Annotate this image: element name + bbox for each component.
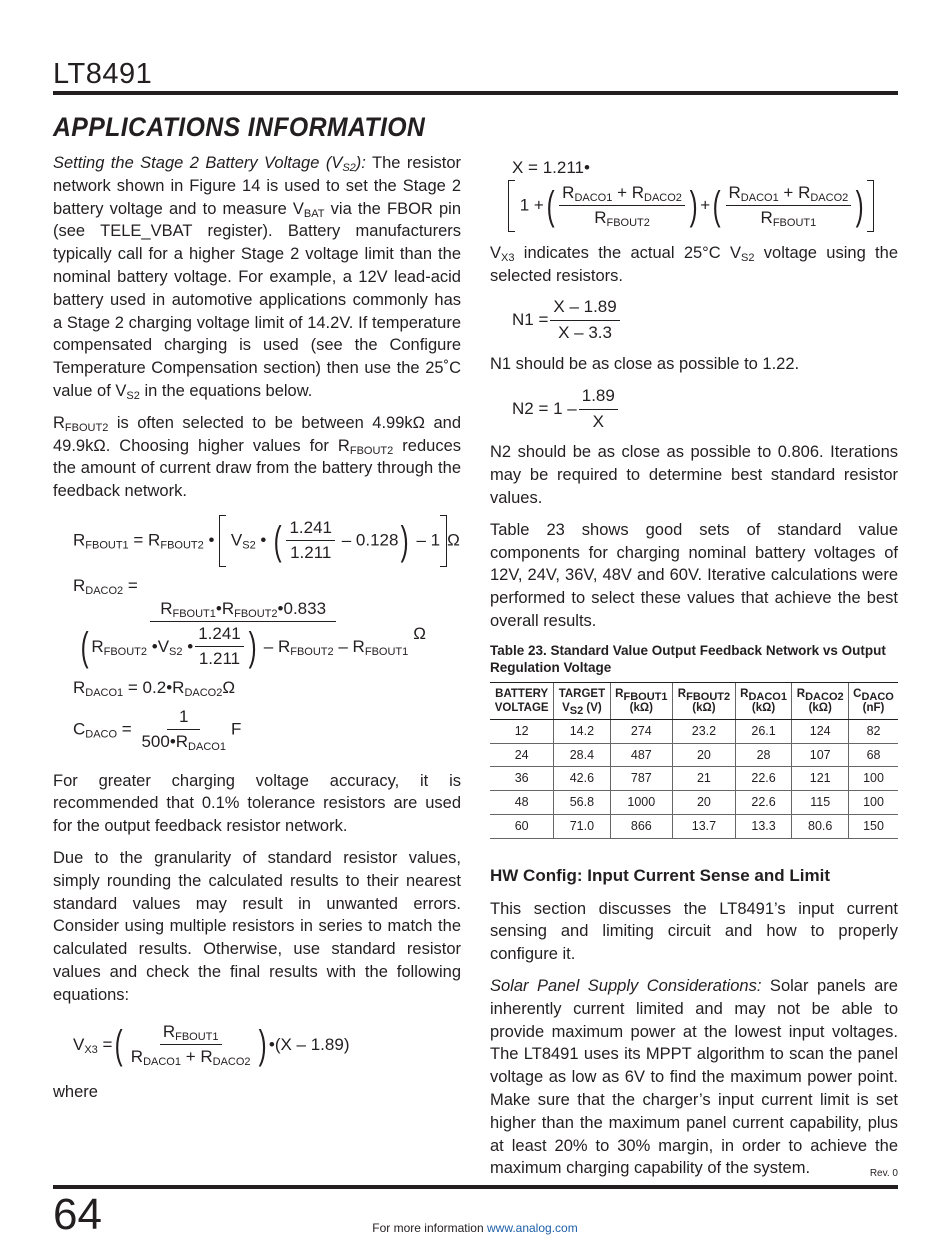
table-cell: 56.8 xyxy=(554,791,610,815)
table-caption: Table 23. Standard Value Output Feedback Network vs Output Regulation Voltage xyxy=(490,642,886,675)
equation-cdaco: $C_{DACO}$ = $\frac{1}{500•R_{DACO1}}$ F xyxy=(73,706,242,753)
stage2-paragraph: Setting the Stage 2 Battery Voltage $(V_{S2})$: The resistor network shown in Figure 14 is used to set the Stage 2 battery voltage and to measure $V_{BAT}$ via the FBOR pin (see TELE_VBAT register). Battery manufacturers typically call for a higher Stage 2 voltage limit than the nominal battery voltage. For example, a 12V lead-acid battery used in automotive applications commonly has a Stage 2 charging voltage limit of 14.2V. If temperature compensated charging is used (see the Configure Temperature Compensation section) then use the 25˚C value of $V_{S2}$ in the equations below. xyxy=(53,154,461,402)
col-target-vs2: TARGET $V_{S2}$ (V) xyxy=(554,682,610,719)
section-title: APPLICATIONS INFORMATION xyxy=(53,112,426,142)
footer-rule xyxy=(53,1185,898,1189)
accuracy-paragraph: For greater charging voltage accuracy, it is recommended that 0.1% tolerance resistors are used for the output feedback resistor network. xyxy=(53,771,461,836)
table-cell: 121 xyxy=(792,767,849,791)
table-cell: 13.3 xyxy=(735,814,792,838)
col-rdaco2: $R_{DACO2}$ (kΩ) xyxy=(792,682,849,719)
table-cell: 20 xyxy=(673,743,736,767)
table-cell: 71.0 xyxy=(554,814,610,838)
table-cell: 80.6 xyxy=(792,814,849,838)
table-row xyxy=(490,814,898,838)
table-cell: 124 xyxy=(792,719,849,743)
table-cell: 42.6 xyxy=(554,767,610,791)
table-row xyxy=(490,719,898,743)
table-cell: 28 xyxy=(735,743,792,767)
part-number: LT8491 xyxy=(53,58,153,90)
table-cell: 107 xyxy=(792,743,849,767)
page-number: 64 xyxy=(53,1190,102,1239)
equation-rfbout1: $R_{FBOUT1} = R_{FBOUT2}$ • $V_{S2}$ • ( $\frac{1.241}{1.211}$ – 0.128) – 1 Ω xyxy=(73,515,461,567)
equation-rdaco1: $R_{DACO1}$ = $0.2•R_{DACO2}\Omega$ xyxy=(73,678,236,700)
solar-panel-paragraph: Solar Panel Supply Considerations: Solar panels are inherently current limited and may not be able to provide maximum power at the lowest input voltages. The LT8491 uses its MPPT algorithm to scan the panel voltage as low as 6V to find the maximum power point. Make sure that the charger’s input current limit is set higher than the maximum panel current capability, plus at least 20% to 30% margin, in order to achieve the maximum charging capability of the system. xyxy=(490,976,898,1178)
table-cell: 150 xyxy=(849,814,898,838)
analog-link[interactable]: www.analog.com xyxy=(486,1221,578,1235)
table-cell: 12 xyxy=(490,719,554,743)
table-cell: 13.7 xyxy=(673,814,736,838)
table23-intro: Table 23 shows good sets of standard value components for charging nominal battery voltages of 12V, 24V, 36V, 48V and 60V. Iterative calculations were performed to select these values that achieve the best overall results. xyxy=(490,520,898,630)
table-header-row xyxy=(490,682,898,719)
hw-config-heading: HW Config: Input Current Sense and Limit xyxy=(490,865,830,885)
right-column xyxy=(490,157,898,1189)
table-cell: 21 xyxy=(673,767,736,791)
footer-more-info: For more information www.analog.com xyxy=(372,1221,578,1235)
hw-config-paragraph: This section discusses the LT8491’s input current sensing and limiting circuit and how to properly configure it. xyxy=(490,899,898,964)
table-row xyxy=(490,791,898,815)
equation-n1: N1 = $\frac{X - 1.89}{X - 3.3}$ xyxy=(512,296,898,345)
table-cell: 866 xyxy=(610,814,673,838)
table-cell: 82 xyxy=(849,719,898,743)
table-row xyxy=(490,743,898,767)
equation-n2: N2 = 1 – $\frac{1.89}{X}$ xyxy=(512,385,898,434)
table-cell: 787 xyxy=(610,767,673,791)
table-cell: 48 xyxy=(490,791,554,815)
table-cell: 115 xyxy=(792,791,849,815)
left-column xyxy=(53,152,461,1113)
equation-rdaco2: $R_{DACO2}$ = $R_{FBOUT1}•R_{FBOUT2}•0.833$ ( $R_{FBOUT2}$ $•V_{S2}$ • $\frac{1.241}{1.211}$ ) – $R_{FBOUT2} - R_{FBOUT1}$ Ω xyxy=(73,575,426,669)
table-23 xyxy=(490,682,898,839)
table-cell: 26.1 xyxy=(735,719,792,743)
table-cell: 60 xyxy=(490,814,554,838)
where-label: where xyxy=(53,1083,98,1102)
revision-label: Rev. 0 xyxy=(869,1168,898,1179)
table-cell: 36 xyxy=(490,767,554,791)
table-cell: 14.2 xyxy=(554,719,610,743)
table-cell: 24 xyxy=(490,743,554,767)
col-rfbout1: $R_{FBOUT1}$ (kΩ) xyxy=(610,682,673,719)
rfbout2-paragraph: $R_{FBOUT2}$ is often selected to be between 4.99kΩ and 49.9kΩ. Choosing higher values for $R_{FBOUT2}$ reduces the amount of current draw from the battery through the feedback network. xyxy=(53,413,461,501)
table-cell: 487 xyxy=(610,743,673,767)
col-battery-voltage: BATTERY VOLTAGE xyxy=(490,682,554,719)
table-row xyxy=(490,767,898,791)
col-rdaco1: $R_{DACO1}$ (kΩ) xyxy=(735,682,792,719)
granularity-paragraph: Due to the granularity of standard resistor values, simply rounding the calculated results to their nearest standard values may result in unwanted errors. Consider using multiple resistors in series to match the calculated results. Otherwise, use standard resistor values and check the final results with the following equations: xyxy=(53,848,461,1004)
col-cdaco: $C_{DACO}$ (nF) xyxy=(849,682,898,719)
equation-vx3: $V_{X3}$ =( $\frac{R_{FBOUT1}}{R_{DACO1} + R_{DACO2}}$ ) •(X – 1.89) xyxy=(73,1021,350,1069)
table-cell: 28.4 xyxy=(554,743,610,767)
table-cell: 22.6 xyxy=(735,767,792,791)
table-cell: 22.6 xyxy=(735,791,792,815)
table-cell: 100 xyxy=(849,791,898,815)
n2-paragraph: N2 should be as close as possible to 0.806. Iterations may be required to determine best standard resistor values. xyxy=(490,443,898,507)
table-cell: 100 xyxy=(849,767,898,791)
table-cell: 20 xyxy=(673,791,736,815)
table-cell: 68 xyxy=(849,743,898,767)
table-cell: 23.2 xyxy=(673,719,736,743)
table-cell: 1000 xyxy=(610,791,673,815)
table-cell: 274 xyxy=(610,719,673,743)
n1-paragraph: N1 should be as close as possible to 1.22. xyxy=(490,354,800,373)
col-rfbout2: $R_{FBOUT2}$ (kΩ) xyxy=(673,682,736,719)
header-rule xyxy=(53,91,898,95)
equation-x: X = 1.211• 1 +( $\frac{R_{DACO1} + R_{DACO2}}{R_{FBOUT2}}$ ) +( $\frac{R_{DACO1} + R_{DACO2}}{R_{FBOUT1}}$ ) xyxy=(512,157,898,232)
vx3-paragraph: $V_{X3}$ indicates the actual 25°C $V_{S2}$ voltage using the selected resistors. xyxy=(490,243,898,285)
